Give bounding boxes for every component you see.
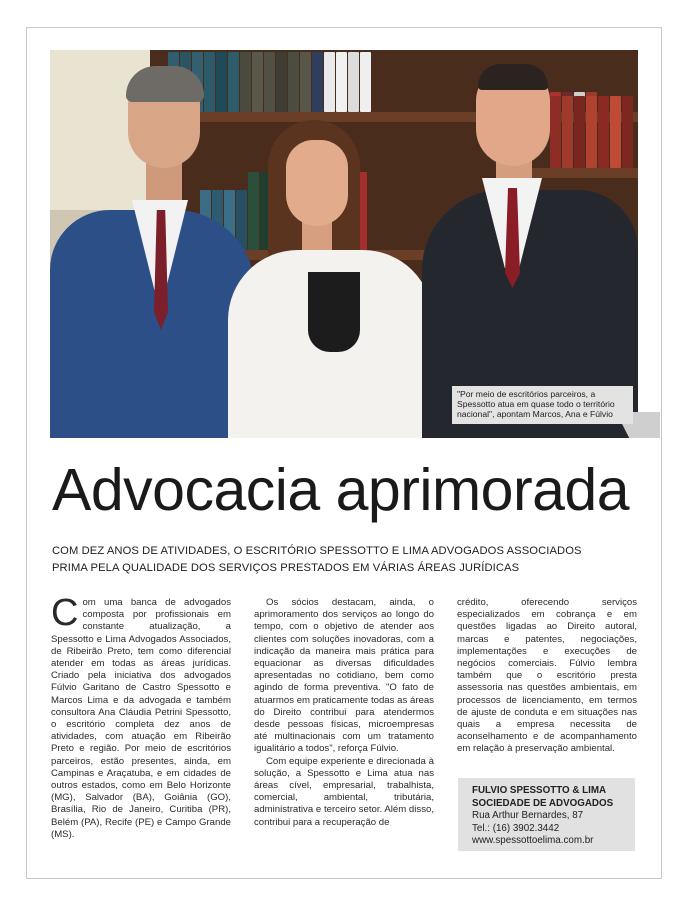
- person-center-top: [308, 272, 360, 352]
- person-center-head: [286, 140, 348, 226]
- person-right-hair: [478, 64, 548, 90]
- article-column-2: [254, 597, 434, 829]
- article-paragraph: [51, 592, 231, 841]
- website-link[interactable]: www.spessottoelima.com.br: [472, 835, 594, 846]
- books-row: [550, 95, 634, 168]
- paragraph-text: om uma banca de advogados composta por profissionais em constante atualização, a Spessotto e Lima Advogados Associados, de Ribeirão Preto, tem como diferencial atender em todas as áreas jurídicas. Criado pela iniciativa dos advogados Fúlvio Garitano de Castro Spessotto e Marcos Lima e da advogada e também consultora Ana Cláudia Petrini Spessotto, o escritório completa dez anos de atividades, com atuação em Ribeirão Preto e região. Por meio de escritórios parceiros, estão presentes, ainda, em Campinas e Araçatuba, e em cidades de outros estados, como em Belo Horizonte (MG), Salvador (BA), Goiânia (GO), Brasília, Rio de Janeiro, Curitiba (PR), Belém (PA), Recife (PE) e Campo Grande (MS).: [51, 597, 231, 840]
- article-column-3: [457, 597, 637, 756]
- firm-name-line: FULVIO SPESSOTTO & LIMA: [472, 785, 607, 796]
- contact-box: [458, 778, 635, 851]
- article-column-1: [51, 592, 231, 841]
- subhead-line: COM DEZ ANOS DE ATIVIDADES, O ESCRITÓRIO SPESSOTTO E LIMA ADVOGADOS ASSOCIADOS: [52, 545, 582, 557]
- firm-name-line: SOCIEDADE DE ADVOGADOS: [472, 797, 614, 809]
- phone: Tel.: (16) 3902.3442: [472, 822, 560, 834]
- address: Rua Arthur Bernardes, 87: [472, 810, 584, 821]
- subhead-line: PRIMA PELA QUALIDADE DOS SERVIÇOS PRESTADOS EM VÁRIAS ÁREAS JURÍDICAS: [52, 562, 520, 574]
- article-paragraph: Com equipe experiente e direcionada à solução, a Spessotto e Lima atua nas áreas cível, empresarial, trabalhista, comercial, ambiental, tributária, administrativa e terceiro setor. Além disso, contribui para a recuperação de: [254, 755, 434, 828]
- article-paragraph: crédito, oferecendo serviços especializados em cobrança e em questões ligadas ao Direito autoral, marcas e patentes, negociações, implementações e execuções de negócios comerciais. Fúlvio lembra também que o escritório presta assessoria nas questões ambientais, em processos de licenciamento, em termos de ajuste de conduta e em situações nas quais a empresa necessita de aconselhamento e de acompanhamento em relação à preservação ambiental.: [457, 597, 637, 755]
- article-photo: [50, 50, 638, 438]
- article-paragraph: Os sócios destacam, ainda, o aprimoramento dos serviços ao longo do tempo, com o objetivo de atender aos clientes com soluções inovadoras, com a indicação da maneira mais prática para equacionar as diversas dificuldades apresentadas no cotidiano, bem como agindo de forma preventiva. "O fato de atuarmos em praticamente todas as áreas do Direito contribui para atendermos desde pessoas físicas, microempresas até multinacionais com um tratamento igualitário a todos", reforça Fúlvio.: [254, 597, 434, 755]
- article-headline: Advocacia aprimorada: [52, 457, 630, 523]
- shelf-board: [530, 168, 638, 178]
- drop-cap: C: [51, 592, 79, 634]
- article-subhead: [52, 543, 652, 577]
- photo-caption: "Por meio de escritórios parceiros, a Spessotto atua em quase todo o território nacional", apontam Marcos, Ana e Fúlvio: [452, 386, 633, 424]
- person-left-hair: [126, 66, 204, 102]
